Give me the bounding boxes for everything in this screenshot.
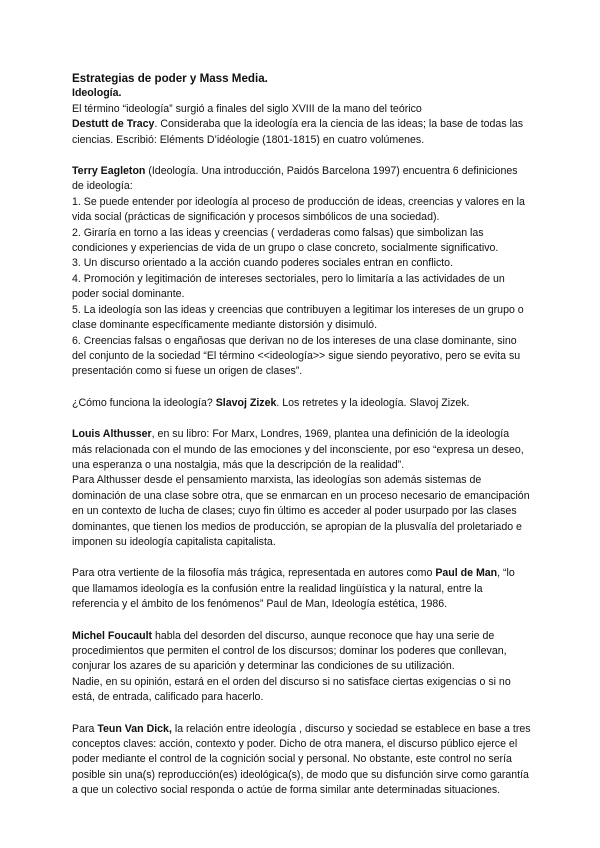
foucault-paragraph-2: Nadie, en su opinión, estará en el orden del discurso si no satisface ciertas exigencias o si no está, de entrada, calificado para hacerlo. (72, 675, 511, 704)
vandick-lead: Para (72, 722, 98, 735)
author-vandick: Teun Van Dick, (97, 722, 172, 735)
author-althusser: Louis Althusser (72, 428, 152, 441)
document-title: Estrategias de poder y Mass Media. (72, 72, 268, 85)
zizek-paragraph (72, 396, 532, 411)
intro-text: . Consideraba que la ideología era la ciencia de las ideas; la base de todas las ciencias. Escribió: Eléments D’idéologie (1801-1815) en cuatro volúmenes. (72, 118, 524, 146)
foucault-paragraph (72, 629, 532, 675)
intro-paragraph (72, 102, 532, 148)
althusser-paragraph-2: Para Althusser desde el pensamiento marxista, las ideologías son además sistemas de dominación de una clase sobre otra, que se enmarcan en un proceso necesario de emancipación en un contexto de lucha de clases; cuyo fin último es acceder al poder usurpado por las clases dominantes, que tienen los medios de producción, se apropian de la plusvalía del proletariado e imponen su ideología capitalista capitalista. (72, 474, 530, 548)
foucault-text: habla del desorden del discurso, aunque reconoce que hay una serie de procedimientos que permiten el control de los discursos; dominar los poderes que conllevan, conjurar los azares de su aparición y determinar las condiciones de su utilización. (72, 629, 507, 673)
althusser-paragraph (72, 427, 532, 473)
definition-item: 4. Promoción y legitimación de intereses sectoriales, pero lo limitaría a las actividades de un poder social dominante. (72, 272, 505, 301)
deman-lead: Para otra vertiente de la filosofía más trágica, representada en autores como (72, 567, 436, 580)
section-heading: Ideología. (72, 87, 122, 100)
althusser-text: , en su libro: For Marx, Londres, 1969, plantea una definición de la ideología más relacionada con el mundo de las emociones y del inconsciente, por eso “expresa un deseo, una esperanza o una nostalgia, más que la descripción de la realidad”. (72, 428, 524, 471)
author-zizek: Slavoj Zizek (215, 396, 277, 409)
deman-text: , “lo que llamamos ideología es la confusión entre la realidad lingüística y la natural, entre la referencia y el ámbito de los fenómenos” Paul de Man, Ideología estética, 1986. (72, 567, 515, 611)
eagleton-paragraph (72, 164, 532, 195)
author-destutt: Destutt de Tracy (72, 118, 155, 131)
vandick-text: la relación entre ideología , discurso y sociedad se establece en base a tres conceptos claves: acción, contexto y poder. Dicho de otra manera, el discurso público ejerce el poder mediante el control de la cognición social y personal. No obstante, este control no sería posible sin una(s) reproducción(es) ideológica(s), de modo que su disfunción sirve como garantía a que un colectivo social responda o actúe de forma similar ante determinadas situaciones. (72, 722, 531, 797)
deman-paragraph (72, 566, 532, 612)
author-deman: Paul de Man (435, 567, 498, 580)
author-eagleton: Terry Eagleton (72, 165, 146, 178)
document-page (72, 71, 532, 799)
author-foucault: Michel Foucault (72, 629, 153, 642)
eagleton-lead: (Ideología. Una introducción, Paidós Barcelona 1997) encuentra 6 definiciones de ideología: (72, 165, 518, 193)
definition-item: 5. La ideología son las ideas y creencias que contribuyen a legitimar los intereses de un grupo o clase dominante específicamente mediante distorsión y disimuló. (72, 303, 524, 332)
definition-item: 3. Un discurso orientado a la acción cuando poderes sociales entran en conflicto. (72, 257, 454, 270)
vandick-paragraph (72, 722, 532, 799)
zizek-question: ¿Cómo funciona la ideología? (72, 396, 216, 409)
definition-item: 6. Creencias falsas o engañosas que derivan no de los intereses de una clase dominante, sino del conjunto de la sociedad “El término <<ideología>> sigue siendo peyorativo, pero se evita su presentación como si fuese un origen de clases”. (72, 334, 521, 378)
intro-line: El término “ideología” surgió a finales del siglo XVIII de la mano del teórico (72, 102, 422, 115)
definition-item: 2. Giraría en torno a las ideas y creencias ( verdaderas como falsas) que simbolizan las condiciones y experiencias de vida de un grupo o clase concreto, socialmente significativo. (72, 226, 499, 255)
definition-item: 1. Se puede entender por ideología al proceso de producción de ideas, creencias y valores en la vida social (prácticas de significación y procesos simbólicos de una sociedad). (72, 195, 525, 224)
zizek-text: . Los retretes y la ideología. Slavoj Zizek. (276, 396, 470, 409)
